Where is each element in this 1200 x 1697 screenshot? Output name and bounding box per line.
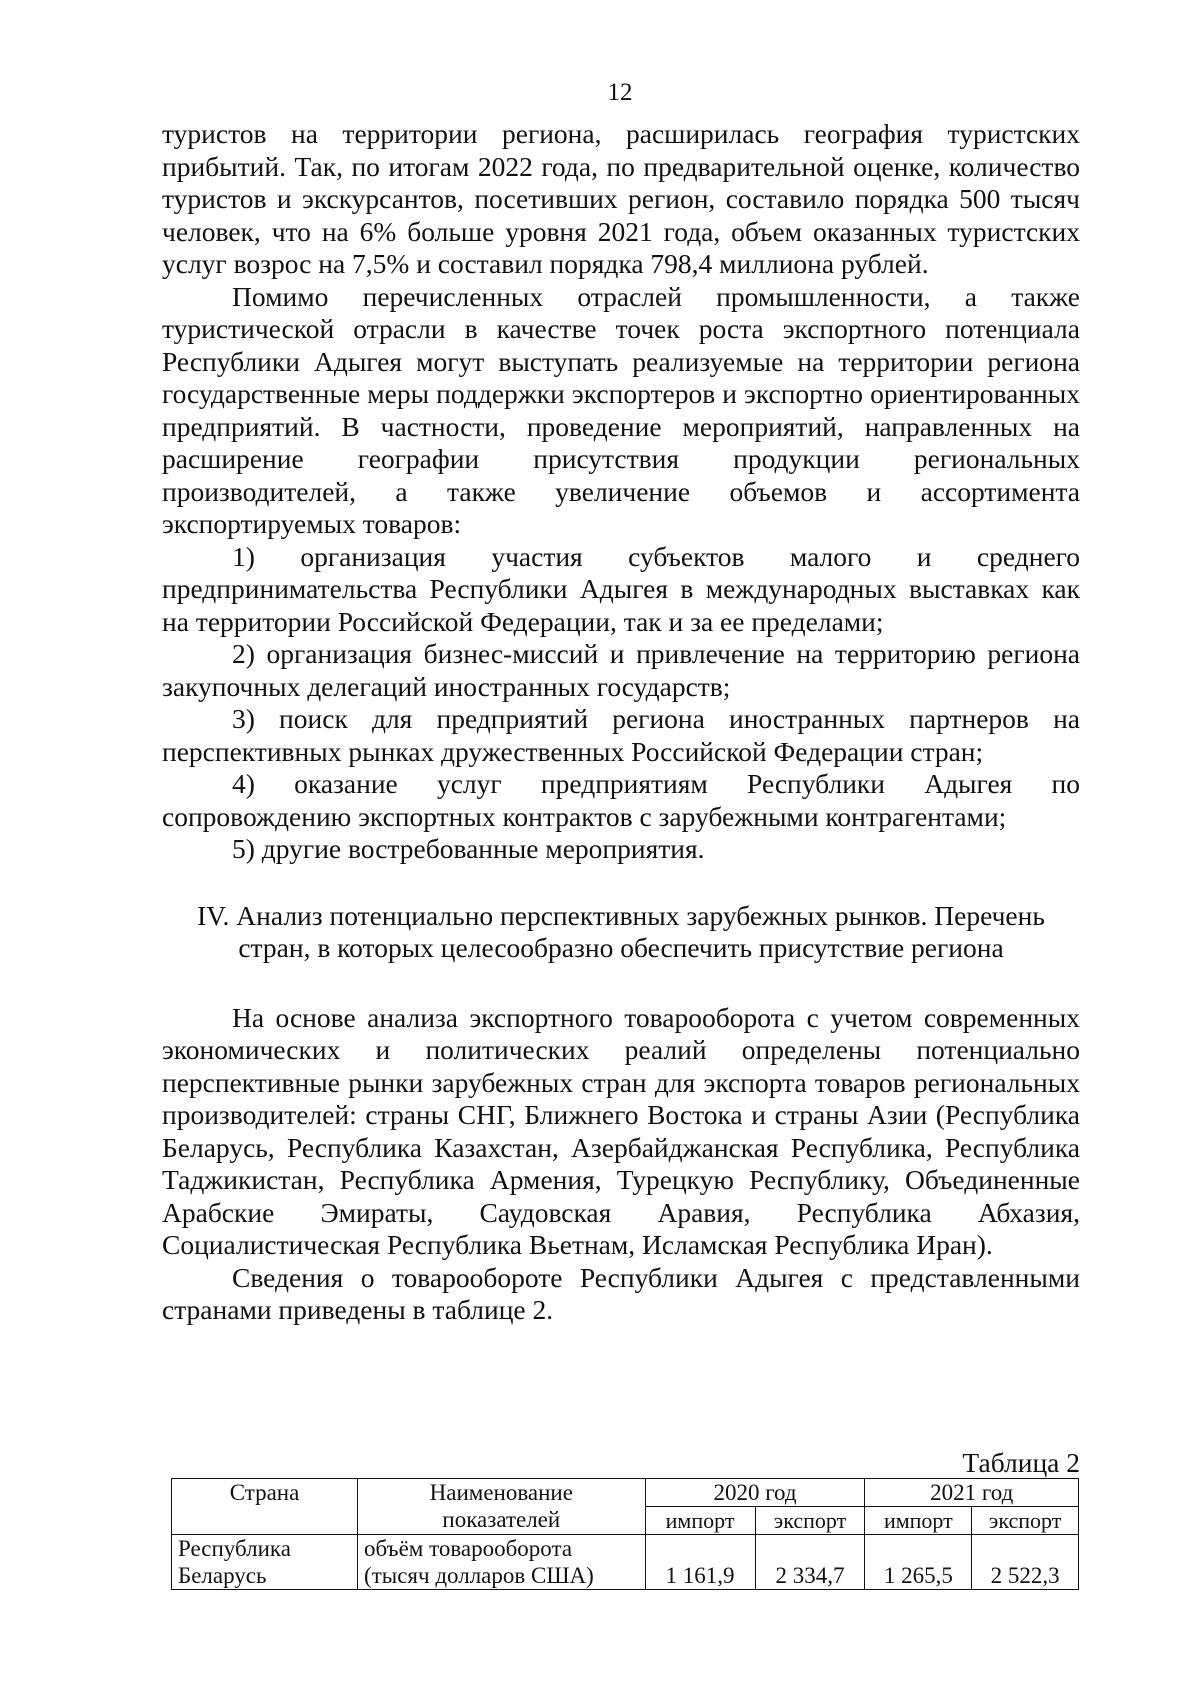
list-item-5: 5) другие востребованные мероприятия. [232,833,705,864]
page-number: 12 [607,79,633,106]
paragraph-support-measures: Помимо перечисленных отраслей промышленности, а также туристической отрасли в качестве точек роста экспортного потенциала Республики Адыгея могут выступать реализуемые на территории региона государственные меры поддержки экспортеров и экспортно ориентированных предприятий. В частности, проведение мероприятий, направленных на расширение географии присутствия продукции региональных производителей, а также увеличение объемов и ассортимента экспортируемых товаров: [162,280,1080,539]
cell-export-2020: 2 334,7 [755,1535,865,1590]
paragraph-tourism: туристов на территории региона, расширилась география туристских прибытий. Так, по итогам 2022 года, по предварительной оценке, количество туристов и экскурсантов, посетивших регион, составило порядка 500 тысяч человек, что на 6% больше уровня 2021 года, объем оказанных туристских услуг возрос на 7,5% и составил порядка 798,4 миллиона рублей. [162,118,1080,279]
section-heading-line1: IV. Анализ потенциально перспективных зарубежных рынков. Перечень [197,899,1045,931]
cell-indicator-line2: (тысяч долларов США) [364,1563,594,1588]
header-import-2021: импорт [865,1507,972,1535]
paragraph-table-reference: Сведения о товарообороте Республики Адыгея с представленными странами приведены в таблице 2. [162,1261,1080,1325]
list-item-2: 2) организация бизнес-миссий и привлечение на территорию региона закупочных делегаций иностранных государств; [162,638,1080,702]
cell-country [172,1535,358,1590]
header-export-2021: экспорт [972,1507,1079,1535]
header-year-2021: 2021 год [865,1479,1079,1507]
header-year-2020: 2020 год [645,1479,865,1507]
section-heading-line2: стран, в которых целесообразно обеспечить присутствие региона [238,932,1004,963]
list-item-1: 1) организация участия субъектов малого и среднего предпринимательства Республики Адыгея в международных выставках как на территории Российской Федерации, так и за ее пределами; [162,540,1080,637]
cell-country-line2: Беларусь [178,1563,267,1588]
table-caption: Таблица 2 [962,1447,1080,1478]
header-export-2020: экспорт [755,1507,865,1535]
cell-import-2021: 1 265,5 [865,1535,972,1590]
table-header-row-1 [172,1479,1079,1507]
cell-indicator [358,1535,646,1590]
paragraph-markets: На основе анализа экспортного товарооборота с учетом современных экономических и политических реалий определены потенциально перспективные рынки зарубежных стран для экспорта товаров региональных производителей: страны СНГ, Ближнего Востока и страны Азии (Республика Беларусь, Республика Казахстан, Азербайджанская Республика, Республика Таджикистан, Республика Армения, Турецкую Республику, Объединенные Арабские Эмираты, Саудовская Аравия, Республика Абхазия, Социалистическая Республика Вьетнам, Исламская Республика Иран). [162,1001,1080,1260]
list-item-4: 4) оказание услуг предприятиям Республики Адыгея по сопровождению экспортных контрактов с зарубежными контрагентами; [162,768,1080,832]
header-indicator [358,1479,646,1535]
trade-table [171,1478,1079,1590]
list-item-3: 3) поиск для предприятий региона иностранных партнеров на перспективных рынках дружественных Российской Федерации стран; [162,703,1080,767]
header-indicator-line1: Наименование [429,1480,573,1505]
section-heading [162,900,1080,965]
cell-indicator-line1: объём товарооборота [364,1536,573,1561]
cell-import-2020: 1 161,9 [645,1535,755,1590]
table-row [172,1535,1079,1590]
cell-export-2021: 2 522,3 [972,1535,1079,1590]
cell-country-line1: Республика [178,1536,291,1561]
header-country: Страна [172,1479,358,1535]
header-import-2020: импорт [645,1507,755,1535]
header-indicator-line2: показателей [442,1507,561,1532]
body-text [162,118,1080,1327]
